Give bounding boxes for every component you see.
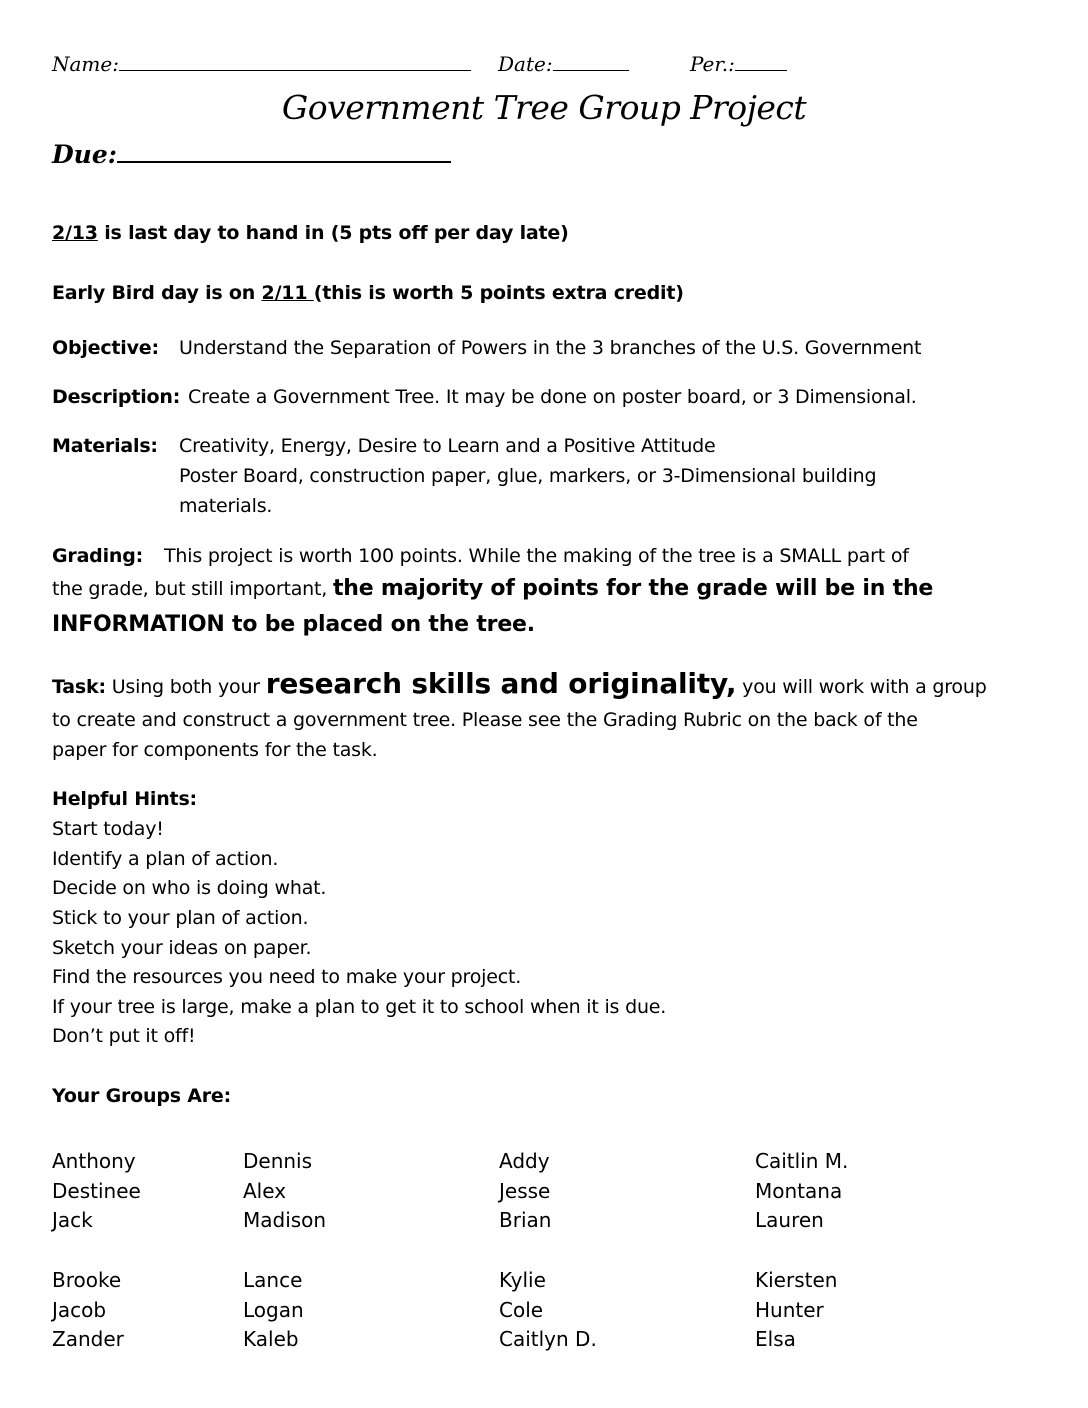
hint-item: Identify a plan of action. (52, 848, 279, 870)
hint-item: If your tree is large, make a plan to get it to school when it is due. (52, 996, 667, 1018)
student-name: Caitlin M. (755, 1149, 849, 1173)
last-day-text: is last day to hand in (5 pts off per day late) (97, 222, 569, 244)
due-field (52, 140, 451, 169)
student-name: Destinee (52, 1179, 141, 1203)
student-name: Kylie (499, 1268, 546, 1292)
early-bird-line (52, 282, 684, 304)
hint-item: Don’t put it off! (52, 1025, 196, 1047)
description-line (52, 386, 917, 408)
materials-line-1: Creativity, Energy, Desire to Learn and a Positive Attitude (179, 435, 716, 457)
description-text: Create a Government Tree. It may be done on poster board, or 3 Dimensional. (188, 386, 917, 408)
student-name: Jesse (499, 1179, 551, 1203)
early-bird-date: 2/11 (261, 282, 314, 304)
materials-line-2: Poster Board, construction paper, glue, markers, or 3-Dimensional building (179, 465, 877, 487)
hint-item: Decide on who is doing what. (52, 877, 327, 899)
student-name: Brian (499, 1208, 552, 1232)
student-name: Anthony (52, 1149, 136, 1173)
name-label: Name: (52, 52, 119, 76)
date-label: Date: (498, 52, 553, 76)
task-line-2: to create and construct a government tree. Please see the Grading Rubric on the back of the (52, 709, 918, 731)
grading-emphasis-2: INFORMATION to be placed on the tree. (52, 612, 535, 637)
objective-label: Objective: (52, 337, 159, 359)
early-bird-suffix: (this is worth 5 points extra credit) (313, 282, 684, 304)
student-name: Kiersten (755, 1268, 838, 1292)
name-field (52, 52, 471, 76)
date-blank (553, 54, 629, 71)
grading-label: Grading: (52, 545, 144, 567)
grading-text-1: This project is worth 100 points. While the making of the tree is a SMALL part of (164, 545, 909, 567)
early-bird-prefix: Early Bird day is on (52, 282, 262, 304)
grading-text-2: the grade, but still important, (52, 578, 333, 600)
period-field (690, 52, 787, 76)
task-line-3: paper for components for the task. (52, 739, 378, 761)
student-name: Cole (499, 1298, 544, 1322)
task-label: Task: (52, 676, 106, 698)
description-label: Description: (52, 386, 181, 408)
student-name: Logan (243, 1298, 304, 1322)
student-name: Alex (243, 1179, 287, 1203)
date-field (498, 52, 629, 76)
student-name: Hunter (755, 1298, 824, 1322)
student-name: Lauren (755, 1208, 824, 1232)
student-name: Jack (52, 1208, 93, 1232)
student-name: Brooke (52, 1268, 122, 1292)
student-name: Kaleb (243, 1327, 299, 1351)
period-label: Per.: (690, 52, 735, 76)
objective-line (52, 337, 921, 359)
hint-item: Stick to your plan of action. (52, 907, 309, 929)
student-name: Zander (52, 1327, 124, 1351)
student-name: Montana (755, 1179, 843, 1203)
student-name: Madison (243, 1208, 327, 1232)
hints-heading: Helpful Hints: (52, 788, 197, 810)
page-title: Government Tree Group Project (281, 88, 807, 127)
last-day-line (52, 222, 569, 244)
task-pre: Using both your (105, 676, 266, 698)
task-line-1 (52, 667, 987, 700)
name-blank (119, 54, 471, 71)
hint-item: Find the resources you need to make your project. (52, 966, 522, 988)
due-label: Due: (52, 140, 117, 169)
student-name: Addy (499, 1149, 550, 1173)
task-emphasis: research skills and originality, (265, 667, 737, 700)
grading-line-2 (52, 576, 933, 601)
student-name: Dennis (243, 1149, 313, 1173)
hint-item: Sketch your ideas on paper. (52, 937, 312, 959)
due-blank (117, 141, 451, 163)
student-name: Lance (243, 1268, 303, 1292)
materials-label-line (52, 435, 158, 457)
materials-label: Materials: (52, 435, 158, 457)
grading-line-1 (52, 545, 909, 567)
student-name: Jacob (52, 1298, 107, 1322)
hint-item: Start today! (52, 818, 164, 840)
task-post: you will work with a group (736, 676, 987, 698)
objective-text: Understand the Separation of Powers in the 3 branches of the U.S. Government (179, 337, 922, 359)
groups-heading: Your Groups Are: (52, 1085, 232, 1107)
student-name: Elsa (755, 1327, 796, 1351)
grading-emphasis-1: the majority of points for the grade will be in the (332, 576, 934, 601)
last-day-date: 2/13 (52, 222, 98, 244)
materials-line-3: materials. (179, 495, 273, 517)
student-name: Caitlyn D. (499, 1327, 597, 1351)
period-blank (735, 54, 787, 71)
